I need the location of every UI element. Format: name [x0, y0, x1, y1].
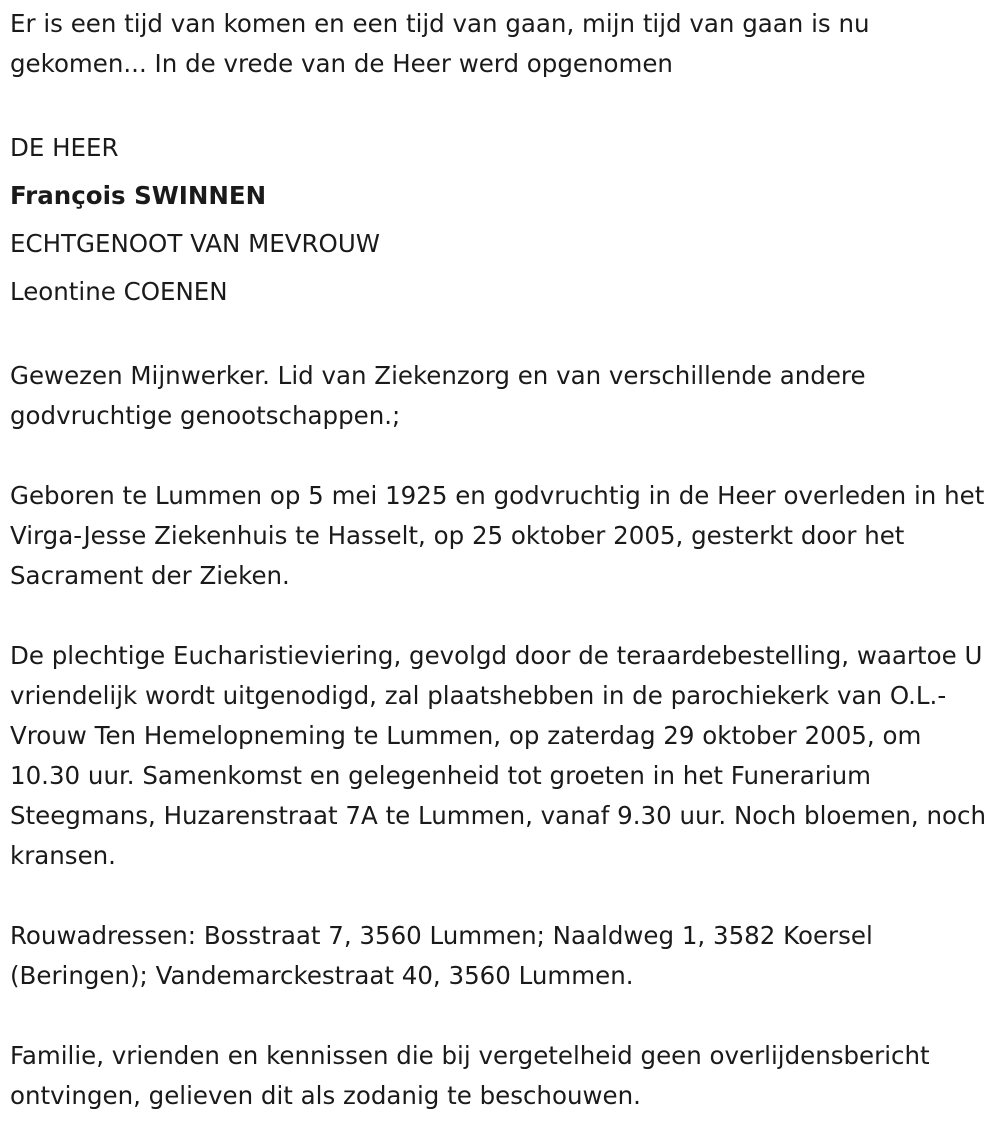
occupation-text: Gewezen Mijnwerker. Lid van Ziekenzorg en van verschillende andere godvruchtige genootschappen.; [10, 361, 866, 430]
title-prefix: DE HEER [10, 133, 119, 162]
spacer [10, 596, 990, 636]
spouse-label: ECHTGENOOT VAN MEVROUW [10, 229, 381, 258]
closing-text: Familie, vrienden en kennissen die bij vergetelheid geen overlijdensbericht ontvingen, gelieven dit als zodanig te beschouwen. [10, 1041, 930, 1110]
spacer [10, 436, 990, 476]
intro-text: Er is een tijd van komen en een tijd van gaan, mijn tijd van gaan is nu gekomen... In de vrede van de Heer werd opgenomen [10, 9, 870, 78]
birth-death-text: Geboren te Lummen op 5 mei 1925 en godvruchtig in de Heer overleden in het Virga-Jesse Ziekenhuis te Hasselt, op 25 oktober 2005, gesterkt door het Sacrament der Zieken. [10, 481, 985, 590]
spacer [10, 84, 990, 124]
spacer [10, 876, 990, 916]
deceased-name: François SWINNEN [10, 181, 267, 210]
spouse-name: Leontine COENEN [10, 277, 228, 306]
ceremony-text: De plechtige Eucharistieviering, gevolgd door de teraardebestelling, waartoe U vriendelijk wordt uitgenodigd, zal plaatshebben in de parochiekerk van O.L.-Vrouw Ten Hemelopneming te Lummen, op zaterdag 29 oktober 2005, om 10.30 uur. Samenkomst en gelegenheid tot groeten in het Funerarium Steegmans, Huzarenstraat 7A te Lummen, vanaf 9.30 uur. Noch bloemen, noch kransen. [10, 641, 987, 870]
spacer [10, 316, 990, 356]
spacer [10, 996, 990, 1036]
addresses-text: Rouwadressen: Bosstraat 7, 3560 Lummen; Naaldweg 1, 3582 Koersel (Beringen); Vandemarckestraat 40, 3560 Lummen. [10, 921, 873, 990]
